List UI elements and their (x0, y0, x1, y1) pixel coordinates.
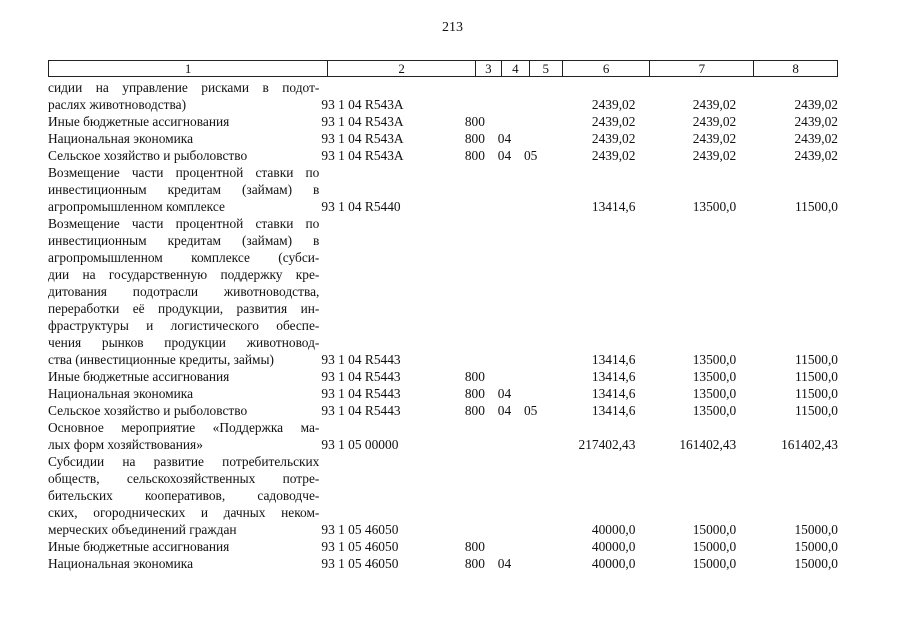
row-expense-type: 800 (464, 403, 485, 418)
row-name-line: агропромышленном комплексе (субси- (48, 250, 320, 265)
row-name-line: чения рынков продукции животновод- (48, 335, 320, 350)
row-name (48, 402, 319, 419)
row-amount-2: 2439,02 (692, 114, 737, 129)
row-amount-2: 2439,02 (692, 97, 737, 112)
row-name (48, 385, 319, 402)
row-expense-type: 800 (464, 386, 485, 401)
row-name-line: Иные бюджетные ассигнования (48, 369, 230, 384)
row-amount-3: 2439,02 (794, 97, 838, 112)
table-row (48, 453, 838, 538)
row-amount-1: 13414,6 (591, 386, 636, 401)
row-amount-1: 40000,0 (591, 539, 636, 554)
row-name (48, 164, 319, 215)
row-amount-1: 13414,6 (591, 369, 636, 384)
row-code: 93 1 05 46050 (321, 539, 399, 554)
row-amount-2: 13500,0 (692, 386, 737, 401)
row-name-line: Национальная экономика (48, 556, 194, 571)
row-name (48, 215, 319, 368)
header-col-4: 4 (502, 61, 530, 76)
row-amount-2: 15000,0 (692, 522, 737, 537)
row-amount-1: 2439,02 (591, 114, 636, 129)
row-amount-1: 13414,6 (591, 403, 636, 418)
row-amount-3: 11500,0 (794, 199, 838, 214)
row-amount-3: 161402,43 (781, 437, 838, 452)
table-header (48, 60, 838, 77)
table-row (48, 402, 838, 419)
header-col-3: 3 (476, 61, 502, 76)
row-section: 04 (497, 556, 512, 571)
row-amount-3: 11500,0 (794, 386, 838, 401)
row-amount-2: 2439,02 (692, 131, 737, 146)
row-name-line: дии на государственную поддержку кре- (48, 267, 320, 282)
row-amount-1: 40000,0 (591, 522, 636, 537)
row-section: 04 (497, 148, 512, 163)
row-code: 93 1 04 R543A (321, 97, 404, 112)
table-row (48, 147, 838, 164)
row-amount-3: 15000,0 (794, 556, 838, 571)
row-code: 93 1 05 46050 (321, 556, 399, 571)
row-name-line: переработки её продукции, развития ин- (48, 301, 320, 316)
row-amount-3: 11500,0 (794, 403, 838, 418)
row-name-line: обществ, сельскохозяйственных потре- (48, 471, 320, 486)
row-amount-1: 2439,02 (591, 148, 636, 163)
row-amount-2: 13500,0 (692, 369, 737, 384)
row-code: 93 1 04 R543A (321, 148, 404, 163)
row-name-line: раслях животноводства) (48, 97, 187, 112)
row-name-line: Возмещение части процентной ставки по (48, 165, 320, 180)
table-row (48, 215, 838, 368)
table-row (48, 79, 838, 113)
row-name-line: дитования подотрасли животноводства, (48, 284, 320, 299)
table-row (48, 130, 838, 147)
row-amount-1: 13414,6 (591, 199, 636, 214)
row-amount-1: 40000,0 (591, 556, 636, 571)
row-expense-type: 800 (464, 114, 485, 129)
row-name-line: бительских кооперативов, садоводче- (48, 488, 320, 503)
row-code: 93 1 04 R5443 (321, 352, 401, 367)
table-row (48, 555, 838, 572)
row-code: 93 1 04 R5443 (321, 369, 401, 384)
row-name (48, 368, 319, 385)
row-code: 93 1 04 R5440 (321, 199, 401, 214)
row-code: 93 1 05 46050 (321, 522, 399, 537)
row-code: 93 1 04 R543A (321, 114, 404, 129)
row-amount-3: 15000,0 (794, 539, 838, 554)
table-row (48, 368, 838, 385)
row-name-line: сидии на управление рисками в подот- (48, 80, 320, 95)
row-expense-type: 800 (464, 131, 485, 146)
row-name (48, 130, 319, 147)
row-amount-3: 11500,0 (794, 369, 838, 384)
row-name-line: Возмещение части процентной ставки по (48, 216, 320, 231)
row-name-line: Основное мероприятие «Поддержка ма- (48, 420, 320, 435)
row-amount-3: 2439,02 (794, 148, 838, 163)
table-row (48, 113, 838, 130)
row-amount-2: 15000,0 (692, 556, 737, 571)
row-name (48, 538, 319, 555)
row-name-line: Национальная экономика (48, 386, 194, 401)
row-amount-2: 2439,02 (692, 148, 737, 163)
row-name (48, 419, 319, 453)
row-amount-1: 13414,6 (591, 352, 636, 367)
row-amount-2: 161402,43 (679, 437, 737, 452)
row-name-line: Национальная экономика (48, 131, 194, 146)
row-name (48, 555, 319, 572)
header-col-1: 1 (49, 61, 328, 76)
row-amount-3: 2439,02 (794, 131, 838, 146)
row-amount-2: 13500,0 (692, 352, 737, 367)
header-col-2: 2 (328, 61, 476, 76)
row-name-line: Иные бюджетные ассигнования (48, 114, 230, 129)
row-amount-3: 2439,02 (794, 114, 838, 129)
header-col-7: 7 (650, 61, 754, 76)
header-col-5: 5 (530, 61, 563, 76)
row-code: 93 1 04 R543A (321, 131, 404, 146)
table-row (48, 538, 838, 555)
row-name (48, 453, 319, 538)
row-amount-2: 15000,0 (692, 539, 737, 554)
row-code: 93 1 04 R5443 (321, 386, 401, 401)
row-expense-type: 800 (464, 556, 485, 571)
row-amount-2: 13500,0 (692, 403, 737, 418)
row-amount-3: 15000,0 (794, 522, 838, 537)
row-name-line: мерческих объединений граждан (48, 522, 237, 537)
row-name (48, 147, 319, 164)
row-name (48, 113, 319, 130)
table-row (48, 385, 838, 402)
row-name-line: Сельское хозяйство и рыболовство (48, 403, 248, 418)
row-amount-2: 13500,0 (692, 199, 737, 214)
table-row (48, 419, 838, 453)
row-name-line: Иные бюджетные ассигнования (48, 539, 230, 554)
row-code: 93 1 05 00000 (321, 437, 399, 452)
row-name-line: Сельское хозяйство и рыболовство (48, 148, 248, 163)
row-name-line: инвестиционным кредитам (займам) в (48, 233, 320, 248)
row-name (48, 79, 319, 113)
row-expense-type: 800 (464, 148, 485, 163)
row-name-line: агропромышленном комплексе (48, 199, 225, 214)
row-subsection: 05 (523, 403, 538, 418)
row-expense-type: 800 (464, 369, 485, 384)
row-section: 04 (497, 403, 512, 418)
header-col-8: 8 (792, 61, 799, 76)
row-amount-1: 2439,02 (591, 131, 636, 146)
row-section: 04 (497, 386, 512, 401)
row-code: 93 1 04 R5443 (321, 403, 401, 418)
row-name-line: инвестиционным кредитам (займам) в (48, 182, 320, 197)
row-name-line: лых форм хозяйствования» (48, 437, 203, 452)
page-number: 213 (442, 20, 463, 35)
table-body (48, 79, 838, 572)
row-section: 04 (497, 131, 512, 146)
row-amount-1: 2439,02 (591, 97, 636, 112)
table-row (48, 164, 838, 215)
row-expense-type: 800 (464, 539, 485, 554)
row-amount-3: 11500,0 (794, 352, 838, 367)
row-name-line: Субсидии на развитие потребительских (48, 454, 320, 469)
row-name-line: ства (инвестиционные кредиты, займы) (48, 352, 274, 367)
row-subsection: 05 (523, 148, 538, 163)
row-amount-1: 217402,43 (578, 437, 636, 452)
header-col-6: 6 (563, 61, 651, 76)
row-name-line: фраструктуры и логистического обеспе- (48, 318, 320, 333)
row-name-line: ских, огороднических и дачных неком- (48, 505, 320, 520)
